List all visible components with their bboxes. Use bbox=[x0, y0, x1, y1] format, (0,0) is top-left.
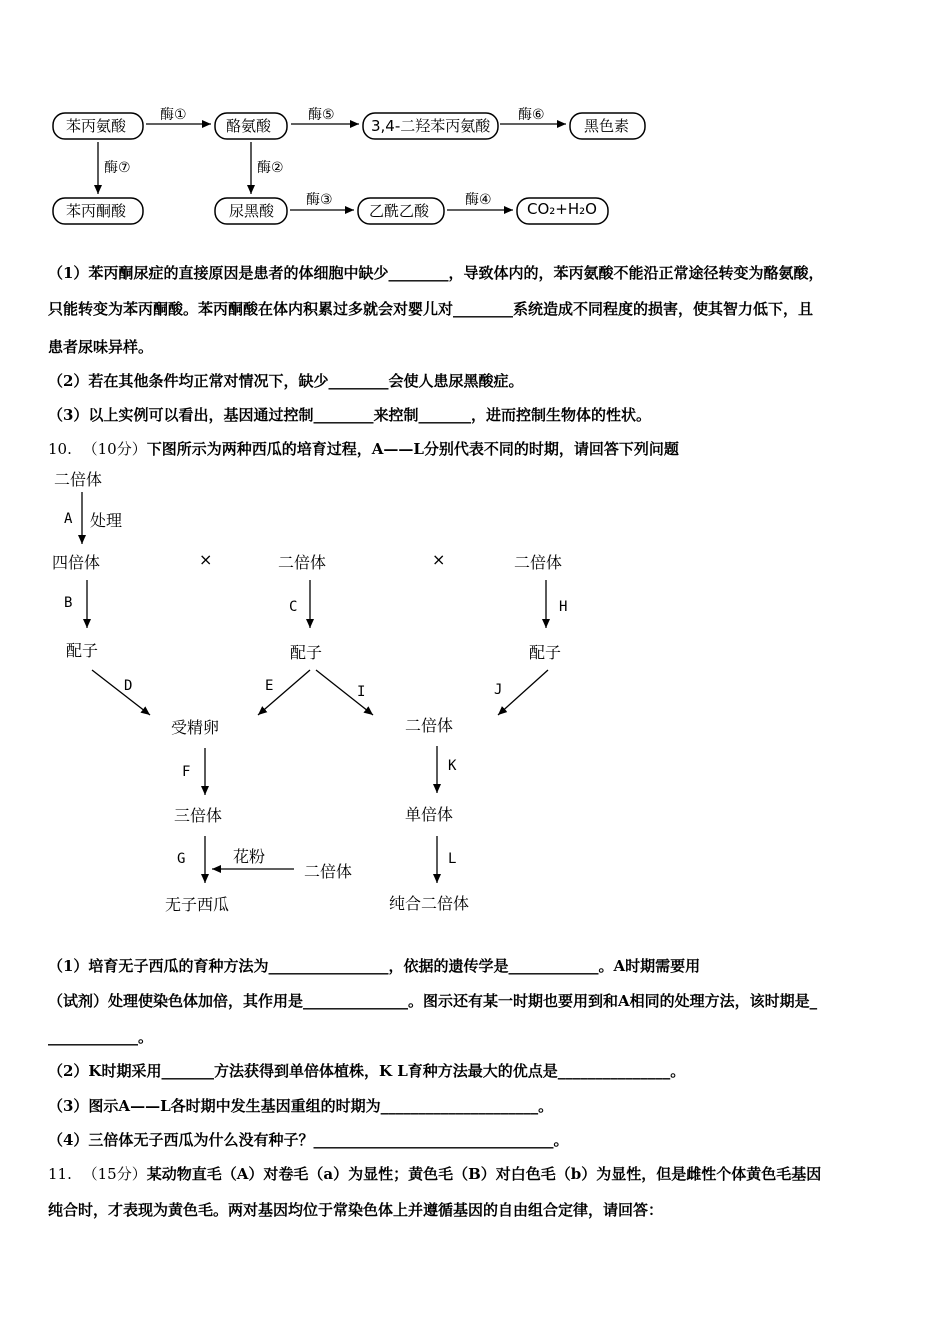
gamete-3-label: 配子 bbox=[529, 643, 562, 662]
seedless-watermelon-label: 无子西瓜 bbox=[165, 895, 230, 914]
q9-part1-line3: 患者尿味异样。 bbox=[48, 338, 154, 356]
tyrosine-label: 酪氨酸 bbox=[226, 117, 272, 135]
cross-sign-1: × bbox=[199, 550, 213, 569]
step-j-letter: J bbox=[494, 682, 503, 698]
step-i-letter: I bbox=[357, 684, 366, 700]
enzyme-3-label: 酶③ bbox=[306, 192, 333, 208]
q9-part2: （2）若在其他条件均正常对情况下，缺少________会使人患尿黑酸症。 bbox=[48, 372, 524, 390]
co2h2o-label: CO₂+H₂O bbox=[527, 200, 597, 218]
step-f-letter: F bbox=[182, 764, 191, 780]
diploid-top-label: 二倍体 bbox=[54, 470, 103, 489]
diploid-right-label: 二倍体 bbox=[514, 553, 563, 572]
haploid-label: 单倍体 bbox=[405, 805, 454, 824]
q9-part3: （3）以上实例可以看出，基因通过控制________来控制_______，进而控制生物体的性状。 bbox=[48, 406, 651, 424]
q10-header bbox=[48, 438, 679, 459]
enzyme-6-label: 酶⑥ bbox=[518, 107, 545, 123]
q10-stem: 下图所示为两种西瓜的培育过程，A——L分别代表不同的时期，请回答下列问题 bbox=[146, 440, 679, 458]
arrow-j bbox=[498, 670, 548, 715]
acetoacetate-label: 乙酰乙酸 bbox=[369, 202, 430, 220]
enzyme-5-label: 酶⑤ bbox=[308, 107, 335, 123]
q10-part1-line2: （试剂）处理使染色体加倍，其作用是______________。图示还有某一时期也要用到和A相同的处理方法，该时期是_ bbox=[48, 992, 818, 1010]
q10-part1-line3: ____________。 bbox=[48, 1028, 154, 1046]
gamete-2-label: 配子 bbox=[290, 643, 323, 662]
tetraploid-label: 四倍体 bbox=[52, 553, 101, 572]
enzyme-1-label: 酶① bbox=[160, 107, 187, 123]
cross-sign-2: × bbox=[432, 550, 446, 569]
step-e-letter: E bbox=[265, 678, 274, 694]
q11-line2: 纯合时，才表现为黄色毛。两对基因均位于常染色体上并遵循基因的自由组合定律，请回答： bbox=[48, 1201, 664, 1219]
homozygous-diploid-label: 纯合二倍体 bbox=[389, 894, 470, 913]
q10-part1-line1: （1）培育无子西瓜的育种方法为________________，依据的遗传学是____________。A时期需要用 bbox=[48, 957, 701, 975]
q9-part1-line2: 只能转变为苯丙酮酸。苯丙酮酸在体内积累过多就会对婴儿对________系统造成不同程度的损害，使其智力低下，且 bbox=[48, 300, 814, 318]
diploid-pollen-label: 二倍体 bbox=[304, 862, 353, 881]
step-c-letter: C bbox=[289, 599, 298, 615]
treatment-label: 处理 bbox=[90, 511, 123, 530]
diploid-mid-label: 二倍体 bbox=[278, 553, 327, 572]
enzyme-2-label: 酶② bbox=[257, 160, 284, 176]
phenylalanine-label: 苯丙氨酸 bbox=[66, 117, 127, 135]
step-b-letter: B bbox=[64, 595, 73, 611]
step-h-letter: H bbox=[559, 599, 568, 615]
q11-score: （15分） bbox=[82, 1165, 147, 1183]
step-d-letter: D bbox=[124, 678, 133, 694]
step-l-letter: L bbox=[448, 851, 457, 867]
step-k-letter: K bbox=[448, 758, 457, 774]
q10-part4: （4）三倍体无子西瓜为什么没有种子？________________________________。 bbox=[48, 1131, 569, 1149]
q11-stem: 某动物直毛（A）对卷毛（a）为显性；黄色毛（B）对白色毛（b）为显性，但是雌性个体黄色毛基因 bbox=[146, 1165, 822, 1183]
step-g-letter: G bbox=[177, 851, 186, 867]
melanin-label: 黑色素 bbox=[584, 117, 630, 135]
q10-part3: （3）图示A——L各时期中发生基因重组的时期为_____________________。 bbox=[48, 1097, 554, 1115]
pollen-label: 花粉 bbox=[233, 847, 266, 866]
step-a-letter: A bbox=[64, 511, 73, 527]
enzyme-7-label: 酶⑦ bbox=[104, 160, 131, 176]
dopa-label: 3,4-二羟苯丙氨酸 bbox=[371, 117, 491, 135]
q11-number: 11. bbox=[48, 1165, 72, 1183]
gamete-1-label: 配子 bbox=[66, 641, 99, 660]
enzyme-4-label: 酶④ bbox=[465, 192, 492, 208]
homogentisate-label: 尿黑酸 bbox=[229, 202, 275, 220]
zygote-label: 受精卵 bbox=[171, 718, 220, 737]
q10-part2: （2）K时期采用_______方法获得到单倍体植株，K L育种方法最大的优点是_______________。 bbox=[48, 1062, 686, 1080]
arrow-d bbox=[92, 670, 150, 715]
q9-part1-line1: （1）苯丙酮尿症的直接原因是患者的体细胞中缺少________，导致体内的，苯丙氨酸不能沿正常途径转变为酪氨酸， bbox=[48, 264, 824, 282]
q10-number: 10. bbox=[48, 440, 72, 458]
triploid-label: 三倍体 bbox=[174, 806, 223, 825]
q10-score: （10分） bbox=[82, 440, 147, 458]
phenylpyruvate-label: 苯丙酮酸 bbox=[66, 202, 127, 220]
q11-header bbox=[48, 1163, 821, 1184]
diploid-center-label: 二倍体 bbox=[405, 716, 454, 735]
